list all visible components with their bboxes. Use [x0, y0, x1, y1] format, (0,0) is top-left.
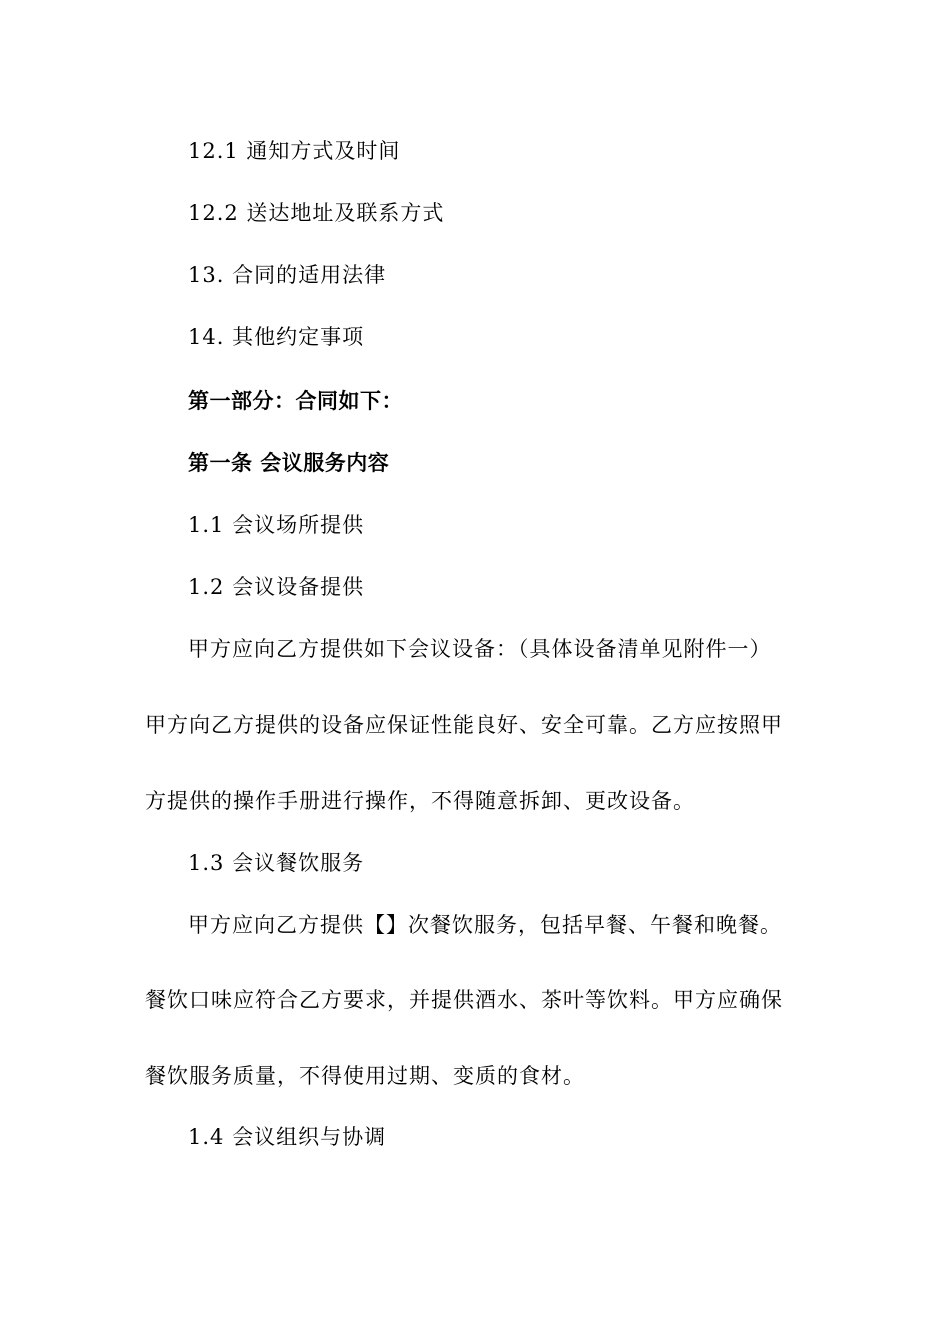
article-heading: 第一条 会议服务内容: [188, 451, 390, 475]
item-1-4: 1.4 会议组织与协调: [188, 1125, 387, 1149]
item-1-2: 1.2 会议设备提供: [188, 575, 365, 599]
item-12-2: 12.2 送达地址及联系方式: [188, 201, 445, 225]
item-13: 13. 合同的适用法律: [188, 263, 387, 287]
item-1-1: 1.1 会议场所提供: [188, 513, 365, 537]
paragraph-line: 方提供的操作手册进行操作，不得随意拆卸、更改设备。: [145, 789, 695, 813]
paragraph-line: 甲方应向乙方提供如下会议设备：（具体设备清单见附件一）: [188, 637, 772, 661]
paragraph-line: 甲方应向乙方提供【】次餐饮服务，包括早餐、午餐和晚餐。: [188, 913, 782, 937]
item-1-3: 1.3 会议餐饮服务: [188, 851, 365, 875]
section-heading: 第一部分：合同如下：: [188, 389, 403, 413]
paragraph-line: 餐饮服务质量，不得使用过期、变质的食材。: [145, 1064, 585, 1088]
paragraph-line: 甲方向乙方提供的设备应保证性能良好、安全可靠。乙方应按照甲: [145, 713, 783, 737]
item-12-1: 12.1 通知方式及时间: [188, 139, 401, 163]
paragraph-line: 餐饮口味应符合乙方要求，并提供酒水、茶叶等饮料。甲方应确保: [145, 988, 783, 1012]
item-14: 14. 其他约定事项: [188, 325, 365, 349]
